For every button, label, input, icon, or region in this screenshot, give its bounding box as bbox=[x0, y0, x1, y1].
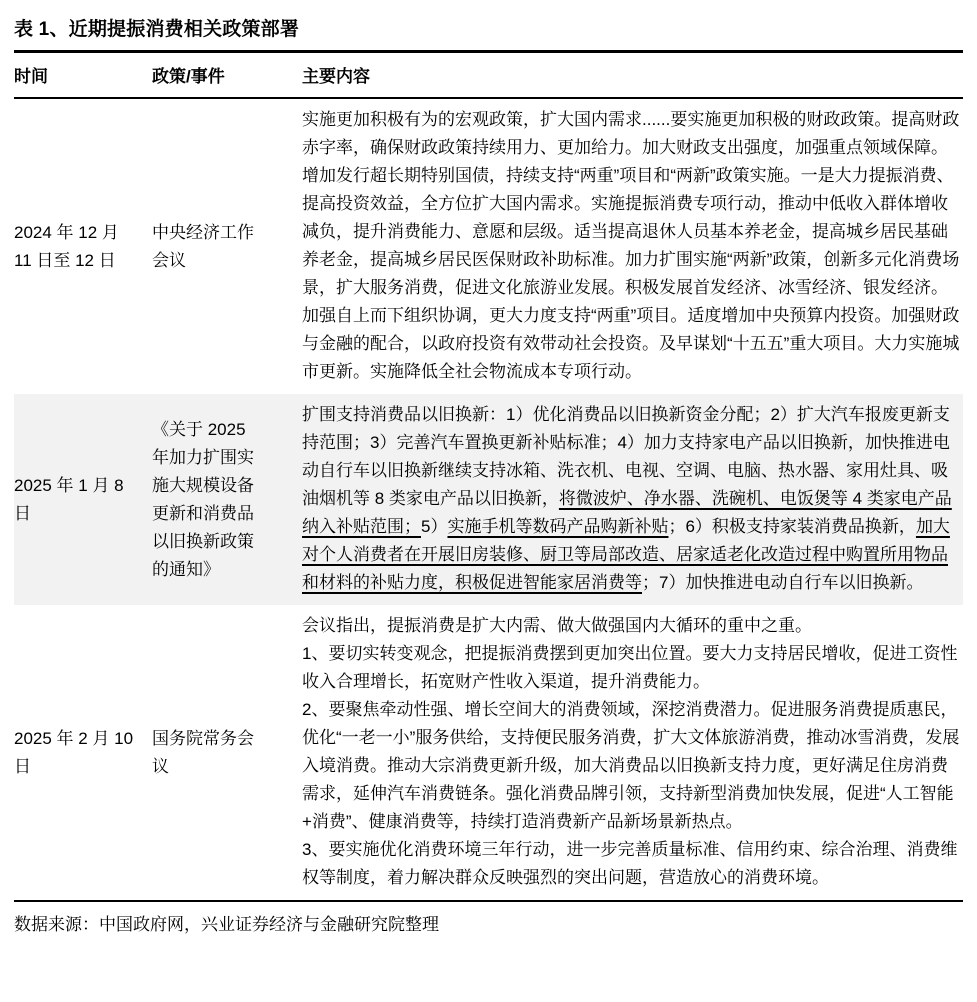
table-row bbox=[14, 605, 963, 901]
time-cell: 2025 年 1 月 8 日 bbox=[14, 394, 152, 605]
policy-cell: 中央经济工作会议 bbox=[152, 222, 254, 270]
text-segment: 2、要聚焦牵动性强、增长空间大的消费领域，深挖消费潜力。促进服务消费提质惠民，优化“一老一小”服务供给，支持便民服务消费，扩大文体旅游消费，推动冰雪消费，发展入境消费。推动大宗消费更新升级，加大消费品以旧换新支持力度，更好满足住房消费需求，延伸汽车消费链条。强化消费品牌引领，支持新型消费加快发展，促进“人工智能+消费”、健康消费等，持续打造消费新产品新场景新热点。 bbox=[302, 700, 960, 831]
time-cell: 2025 年 2 月 10 日 bbox=[14, 728, 134, 776]
content-cell bbox=[302, 605, 963, 901]
content-paragraph bbox=[302, 106, 963, 386]
text-segment: 扩围支持消费品以旧换新：1）优化消费品以旧换新资金分配；2）扩大汽车报废更新支持范围；3）完善汽车置换更新补贴标准；4）加力支持家电产品以旧换新，加快推进电动自行车以旧换新继续支持冰箱、洗衣机、电视、空调、电脑、热水器、家用灶具、吸油烟机等 8 类家电产品以旧换新， bbox=[302, 405, 950, 508]
policy-cell: 国务院常务会议 bbox=[152, 728, 254, 776]
text-segment: 会议指出，提振消费是扩大内需、做大做强国内大循环的重中之重。 bbox=[302, 616, 812, 635]
text-segment: 实施更加积极有为的宏观政策，扩大国内需求......要实施更加积极的财政政策。提高财政赤字率，确保财政政策持续用力、更加给力。加大财政支出强度，加强重点领域保障。增加发行超长期特别国债，持续支持“两重”项目和“两新”政策实施。一是大力提振消费、提高投资效益，全方位扩大国内需求。实施提振消费专项行动，推动中低收入群体增收减负，提升消费能力、意愿和层级。适当提高退休人员基本养老金，提高城乡居民基础养老金，提高城乡居民医保财政补助标准。加力扩围实施“两新”政策，创新多元化消费场景，扩大服务消费，促进文化旅游业发展。积极发展首发经济、冰雪经济、银发经济。加强自上而下组织协调，更大力度支持“两重”项目。适度增加中央预算内投资。加强财政与金融的配合，以政府投资有效带动社会投资。及早谋划“十五五”重大项目。大力实施城市更新。实施降低全社会物流成本专项行动。 bbox=[302, 110, 960, 381]
header-main-content: 主要内容 bbox=[302, 52, 963, 99]
time-cell: 2024 年 12 月 11 日至 12 日 bbox=[14, 222, 119, 270]
content-paragraph bbox=[302, 612, 963, 640]
content-cell bbox=[302, 394, 963, 605]
content-paragraph bbox=[302, 401, 963, 597]
header-row bbox=[14, 52, 963, 99]
table-row bbox=[14, 98, 963, 394]
table-title: 表 1、近期提振消费相关政策部署 bbox=[14, 19, 300, 40]
text-segment: ；6）积极支持家装消费品换新， bbox=[668, 517, 916, 536]
content-cell bbox=[302, 98, 963, 394]
underlined-text-segment: 实施手机等数码产品购新补贴 bbox=[447, 517, 669, 536]
text-segment: ；7）加快推进电动自行车以旧换新。 bbox=[642, 573, 924, 592]
text-segment: 5） bbox=[421, 517, 448, 536]
table-row bbox=[14, 394, 963, 605]
header-policy: 政策/事件 bbox=[152, 52, 302, 99]
data-source-note: 数据来源：中国政府网，兴业证券经济与金融研究院整理 bbox=[14, 915, 439, 934]
content-paragraph bbox=[302, 836, 963, 892]
underlined-text-segment: 加大对个人消费者在开展旧房装修、厨卫等局部改造、居家适老化改造过程中购置所用物品和材料的补贴力度，积极促进智能家居消费等 bbox=[302, 517, 950, 592]
content-paragraph bbox=[302, 696, 963, 836]
policy-cell: 《关于 2025 年加力扩围实施大规模设备更新和消费品以旧换新政策的通知》 bbox=[152, 394, 302, 605]
text-segment: 1、要切实转变观念，把提振消费摆到更加突出位置。要大力支持居民增收，促进工资性收入合理增长，拓宽财产性收入渠道，提升消费能力。 bbox=[302, 644, 958, 691]
policy-table bbox=[14, 50, 963, 902]
underlined-text-segment: 将微波炉、净水器、洗碗机、电饭煲等 4 类家电产品纳入补贴范围； bbox=[302, 489, 952, 536]
content-paragraph bbox=[302, 640, 963, 696]
text-segment: 3、要实施优化消费环境三年行动，进一步完善质量标准、信用约束、综合治理、消费维权等制度，着力解决群众反映强烈的突出问题，营造放心的消费环境。 bbox=[302, 840, 958, 887]
header-time: 时间 bbox=[14, 52, 152, 99]
